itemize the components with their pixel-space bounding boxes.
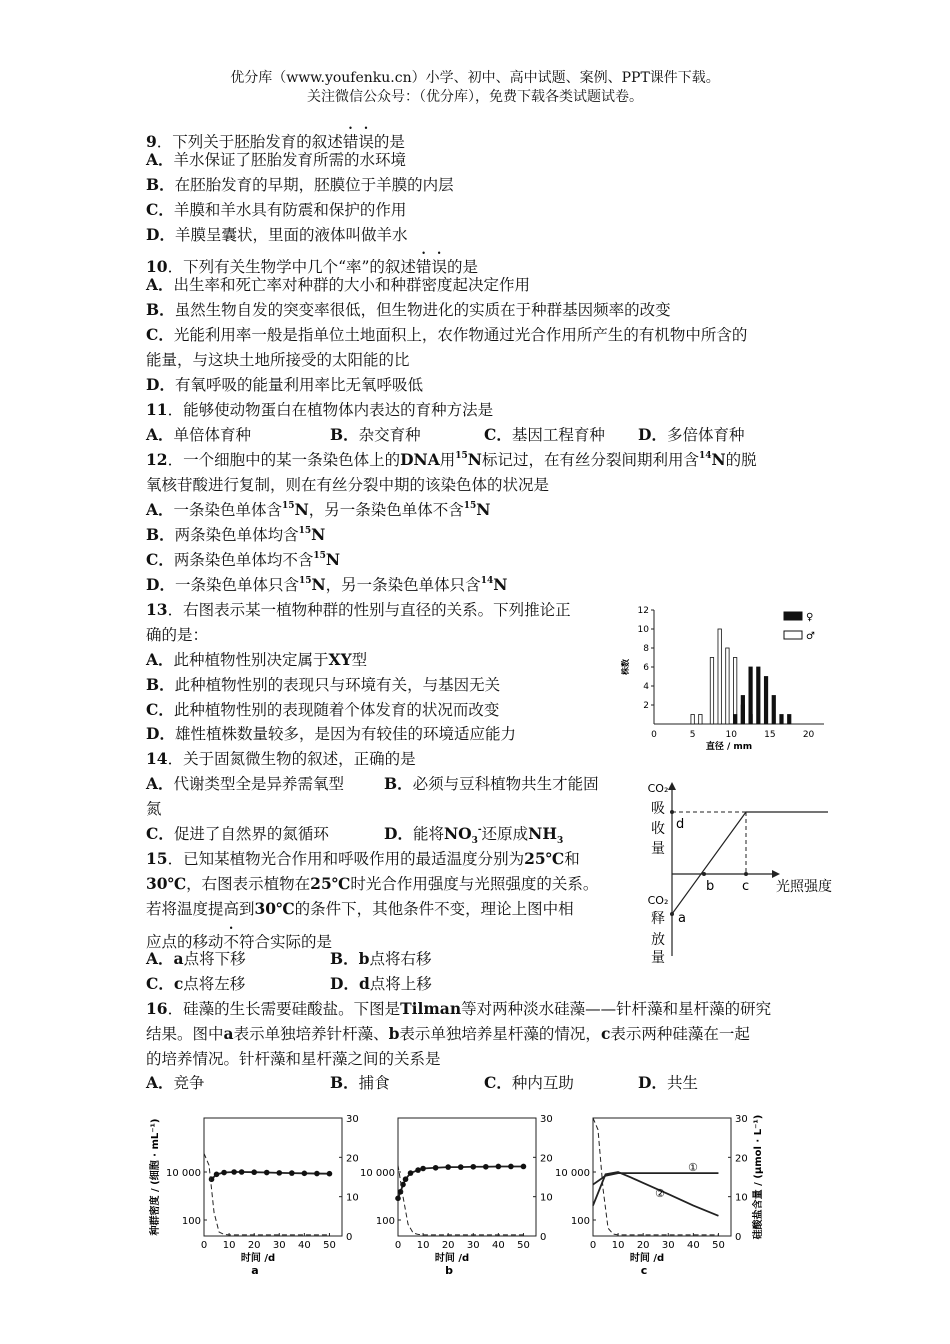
silicate-line xyxy=(593,1118,718,1235)
x-tick-label: 50 xyxy=(323,1240,336,1251)
x-tick-label: 50 xyxy=(712,1240,725,1251)
q11-option-b: B．杂交育种 xyxy=(330,425,421,444)
density-point xyxy=(496,1164,502,1170)
x-tick-label: 30 xyxy=(272,1240,286,1251)
q14-option-a: A．代谢类型全是异养需氧型 xyxy=(146,774,345,793)
y-left-tick-label: 10 000 xyxy=(555,1168,590,1179)
label-a: a xyxy=(678,911,686,926)
y-tick-label: 4 xyxy=(643,682,649,692)
q11-stem: 11．能够使动物蛋白在植物体内表达的育种方法是 xyxy=(146,400,494,419)
x-tick-label: 15 xyxy=(764,730,776,740)
q15-option-b: B．b点将右移 xyxy=(330,949,432,968)
density-point xyxy=(289,1170,295,1176)
x-axis-arrow xyxy=(772,870,780,878)
x-tick-label: 20 xyxy=(802,730,815,740)
q10-option-d: D．有氧呼吸的能量利用率比无氧呼吸低 xyxy=(146,375,423,394)
q15-option-c: C．c点将左移 xyxy=(146,974,246,993)
x-tick-label: 10 xyxy=(416,1240,430,1251)
y-label-bottom: 释 xyxy=(651,911,665,927)
male-bar xyxy=(699,715,702,725)
q13-option-c: C．此种植物性别的表现随着个体发育的状况而改变 xyxy=(146,700,500,719)
panel-letter: b xyxy=(445,1264,453,1277)
density-point xyxy=(433,1165,439,1171)
point-c xyxy=(744,872,748,876)
q14-option-b: B．必须与豆科植物共生才能固 xyxy=(384,774,599,793)
density-point xyxy=(403,1176,409,1182)
female-bar xyxy=(741,696,744,725)
silicate-line xyxy=(398,1165,523,1235)
density-point xyxy=(420,1166,426,1172)
male-bar xyxy=(718,629,721,724)
q10-option-a: A．出生率和死亡率对种群的大小和种群密度起决定作用 xyxy=(146,275,531,294)
q10-option-b: B．虽然生物自发的突变率很低，但生物进化的实质在于种群基因频率的改变 xyxy=(146,300,671,319)
x-axis-label: 光照强度 xyxy=(776,879,832,895)
q16-option-c: C．种内互助 xyxy=(484,1073,574,1092)
silicate-line xyxy=(204,1153,329,1234)
density-line xyxy=(212,1172,330,1179)
female-bar xyxy=(772,696,775,725)
q16-stem: 16．硅藻的生长需要硅酸盐。下图是Tilman等对两种淡水硅藻——针杆藻和星杆藻的研究 xyxy=(146,999,772,1018)
q13-option-a: A．此种植物性别决定属于XY型 xyxy=(146,650,368,669)
y-label-top: 收 xyxy=(651,821,665,837)
female-bar xyxy=(780,715,783,725)
density-point xyxy=(214,1172,220,1178)
y-axis-label: 株数 xyxy=(621,659,630,675)
y-label-bottom: CO₂ xyxy=(647,894,669,907)
y-right-tick-label: 0 xyxy=(735,1232,742,1243)
x-axis-label: 直径 / mm xyxy=(705,742,753,750)
y-tick-label: 8 xyxy=(643,644,649,654)
density-point xyxy=(445,1164,451,1170)
q14-option-b-cont: 氮 xyxy=(146,800,162,818)
y-right-tick-label: 10 xyxy=(346,1192,359,1204)
y-right-tick-label: 20 xyxy=(540,1153,553,1165)
q15-option-d: D．d点将上移 xyxy=(330,974,432,993)
photosynthesis-curve xyxy=(672,812,828,914)
legend-female-label: ♀ xyxy=(806,612,814,623)
diameter-histogram-chart xyxy=(612,600,842,750)
panel-letter: a xyxy=(251,1264,259,1277)
y-left-tick-label: 10 000 xyxy=(360,1168,395,1179)
curve-label-2: ② xyxy=(655,1186,665,1200)
y-left-axis-label: 种群密度 / (细胞 · mL⁻¹) xyxy=(150,1118,161,1236)
q10-option-c: C．光能利用率一般是指单位土地面积上，农作物通过光合作用所产生的有机物中所含的 xyxy=(146,325,748,344)
q13-stem: 13．右图表示某一植物种群的性别与直径的关系。下列推论正 xyxy=(146,600,571,619)
x-axis-label: 时间 /d xyxy=(240,1253,276,1264)
y-left-tick-label: 100 xyxy=(375,1216,395,1227)
density-point xyxy=(302,1171,308,1177)
y-left-tick-label: 100 xyxy=(181,1216,201,1227)
male-bar xyxy=(691,715,694,725)
panel-letter: c xyxy=(640,1264,648,1277)
q13-option-b: B．此种植物性别的表现只与环境有关，与基因无关 xyxy=(146,675,501,694)
q14-option-d: D．能将$NO_3^-$还原成$NH_3$ xyxy=(384,824,564,847)
y-tick-label: 2 xyxy=(643,701,649,711)
q11-option-d: D．多倍体育种 xyxy=(638,425,745,444)
y-tick-label: 10 xyxy=(637,625,649,635)
x-tick-label: 0 xyxy=(651,730,657,740)
q16-option-b: B．捕食 xyxy=(330,1073,390,1092)
x-tick-label: 20 xyxy=(636,1240,650,1251)
q16-stem-2: 结果。图中a表示单独培养针杆藻、b表示单独培养星杆藻的情况，c表示两种硅藻在一起 xyxy=(146,1024,750,1043)
q11-option-c: C．基因工程育种 xyxy=(484,425,605,444)
x-axis-label: 时间 /d xyxy=(629,1253,665,1264)
label-c: c xyxy=(742,879,750,894)
x-tick-label: 0 xyxy=(589,1240,597,1251)
y-right-tick-label: 30 xyxy=(346,1114,359,1125)
label-b: b xyxy=(706,879,715,894)
density-line xyxy=(593,1173,718,1184)
density-point xyxy=(231,1169,237,1175)
density-point xyxy=(395,1196,401,1202)
q9-option-d: D．羊膜呈囊状，里面的液体叫做羊水 xyxy=(146,225,408,244)
x-tick-label: 30 xyxy=(466,1240,480,1251)
q12-option-d: D．一条染色单体只含$^{15}$N，另一条染色单体只含$^{14}$N xyxy=(146,575,508,594)
header-line-1: 优分库（www.youfenku.cn）小学、初中、高中试题、案例、PPT课件下载。 xyxy=(230,70,720,86)
panel-b xyxy=(360,1114,553,1277)
point-a xyxy=(670,912,674,916)
x-tick-label: 0 xyxy=(200,1240,208,1251)
q9-option-a: A．羊水保证了胚胎发育所需的水环境 xyxy=(146,150,407,169)
female-bar xyxy=(764,677,767,725)
density-point xyxy=(221,1170,227,1176)
q9-option-b: B．在胚胎发育的早期，胚膜位于羊膜的内层 xyxy=(146,175,454,194)
y-label-bottom: 放 xyxy=(651,932,665,948)
point-d xyxy=(670,810,674,814)
q16-option-a: A．竞争 xyxy=(146,1073,205,1092)
y-label-top: 吸 xyxy=(651,801,665,817)
density-point xyxy=(251,1169,257,1175)
q10-option-c-cont: 能量，与这块土地所接受的太阳能的比 xyxy=(146,351,410,369)
y-left-tick-label: 100 xyxy=(570,1216,590,1227)
q15-stem-2: 30℃，右图表示植物在25℃时光合作用强度与光照强度的关系。 xyxy=(146,874,599,893)
q12-option-c: C．两条染色单体均不含$^{15}$N xyxy=(146,550,341,569)
y-left-tick-label: 10 000 xyxy=(166,1168,201,1179)
x-tick-label: 40 xyxy=(297,1240,311,1251)
female-bar xyxy=(757,667,760,724)
y-right-tick-label: 0 xyxy=(346,1232,353,1243)
plot-frame xyxy=(398,1118,536,1236)
x-tick-label: 30 xyxy=(661,1240,675,1251)
q12-option-a: A．一条染色单体含$^{15}$N，另一条染色单体不含$^{15}$N xyxy=(146,500,491,519)
x-tick-label: 10 xyxy=(725,730,737,740)
y-right-tick-label: 20 xyxy=(735,1153,748,1165)
density-point xyxy=(408,1170,414,1176)
male-bar xyxy=(710,658,713,725)
density-point xyxy=(239,1169,245,1175)
male-bar xyxy=(733,658,736,725)
plot-frame xyxy=(593,1118,731,1236)
y-right-tick-label: 0 xyxy=(540,1232,547,1243)
x-tick-label: 0 xyxy=(394,1240,402,1251)
q12-stem: 12．一个细胞中的某一条染色体上的DNA用$^{15}$N标记过，在有丝分裂间期利用含$^{14}$N的脱 xyxy=(146,450,757,469)
q12-option-b: B．两条染色单体均含$^{15}$N xyxy=(146,525,326,544)
density-point xyxy=(483,1164,489,1170)
density-point xyxy=(508,1164,514,1170)
q14-option-c: C．促进了自然界的氮循环 xyxy=(146,824,329,843)
curve-label-1: ① xyxy=(688,1161,698,1175)
density-point xyxy=(276,1170,282,1176)
q13-option-d: D．雄性植株数量较多，是因为有较佳的环境适应能力 xyxy=(146,724,516,743)
q11-option-a: A．单倍体育种 xyxy=(146,425,252,444)
y-label-top: 量 xyxy=(651,841,665,857)
y-tick-label: 6 xyxy=(643,663,649,673)
y-label-bottom: 量 xyxy=(651,950,665,966)
female-bar xyxy=(749,667,752,724)
density-point xyxy=(327,1171,333,1177)
y-label-top: CO₂ xyxy=(647,782,669,795)
x-axis-label: 时间 /d xyxy=(434,1253,470,1264)
label-d: d xyxy=(676,817,685,832)
y-axis-arrow xyxy=(668,782,676,790)
female-bar xyxy=(733,715,736,725)
x-tick-label: 10 xyxy=(611,1240,625,1251)
male-bar xyxy=(726,648,729,724)
plot-frame xyxy=(204,1118,342,1236)
density-point xyxy=(470,1164,476,1170)
female-bar xyxy=(788,715,791,725)
legend-female-swatch xyxy=(784,612,802,620)
point-b xyxy=(702,872,706,876)
q9-option-c: C．羊膜和羊水具有防震和保护的作用 xyxy=(146,200,407,219)
x-tick-label: 40 xyxy=(491,1240,505,1251)
density-point xyxy=(458,1164,464,1170)
diatom-growth-charts xyxy=(146,1098,776,1278)
density-point xyxy=(521,1164,527,1170)
q10-stem: 10．下列有关生物学中几个“率”的叙述错误的是 xyxy=(146,257,478,276)
x-tick-label: 20 xyxy=(441,1240,455,1251)
q15-stem-3: 若将温度提高到30℃的条件下，其他条件不变，理论上图中相 xyxy=(146,899,574,918)
q14-stem: 14．关于固氮微生物的叙述，正确的是 xyxy=(146,749,416,768)
light-intensity-chart xyxy=(640,776,850,966)
q12-stem-cont: 氧核苷酸进行复制，则在有丝分裂中期的该染色体的状况是 xyxy=(146,476,550,494)
density-point xyxy=(209,1176,215,1182)
y-right-axis-label: 硅酸盐含量 / (μmol · L⁻¹) xyxy=(753,1114,764,1240)
q13-stem-cont: 确的是： xyxy=(146,626,209,644)
density-point xyxy=(264,1170,270,1176)
q15-option-a: A．a点将下移 xyxy=(146,949,246,968)
density-point xyxy=(415,1167,421,1173)
y-right-tick-label: 20 xyxy=(346,1153,359,1165)
x-tick-label: 20 xyxy=(247,1240,261,1251)
q16-option-d: D．共生 xyxy=(638,1073,698,1092)
y-right-tick-label: 10 xyxy=(735,1192,748,1204)
x-tick-label: 50 xyxy=(517,1240,530,1251)
header-line-2: 关注微信公众号：（优分库），免费下载各类试题试卷。 xyxy=(307,89,643,105)
panel-c xyxy=(555,1114,764,1277)
legend-male-swatch xyxy=(784,631,802,639)
q16-stem-3: 的培养情况。针杆藻和星杆藻之间的关系是 xyxy=(146,1050,441,1068)
q9-stem: 9．下列关于胚胎发育的叙述错误的是 xyxy=(146,132,405,151)
x-tick-label: 10 xyxy=(222,1240,236,1251)
x-tick-label: 5 xyxy=(689,730,696,740)
y-tick-label: 12 xyxy=(637,606,649,616)
q15-stem: 15．已知某植物光合作用和呼吸作用的最适温度分别为25℃和 xyxy=(146,849,580,868)
y-right-tick-label: 10 xyxy=(540,1192,553,1204)
density-point xyxy=(314,1171,320,1177)
y-right-tick-label: 30 xyxy=(540,1114,553,1125)
x-tick-label: 40 xyxy=(686,1240,700,1251)
q15-stem-4: 应点的移动不符合实际的是 xyxy=(146,933,333,951)
y-right-tick-label: 30 xyxy=(735,1114,748,1125)
legend-male-label: ♂ xyxy=(806,631,815,642)
panel-a xyxy=(148,1114,359,1277)
